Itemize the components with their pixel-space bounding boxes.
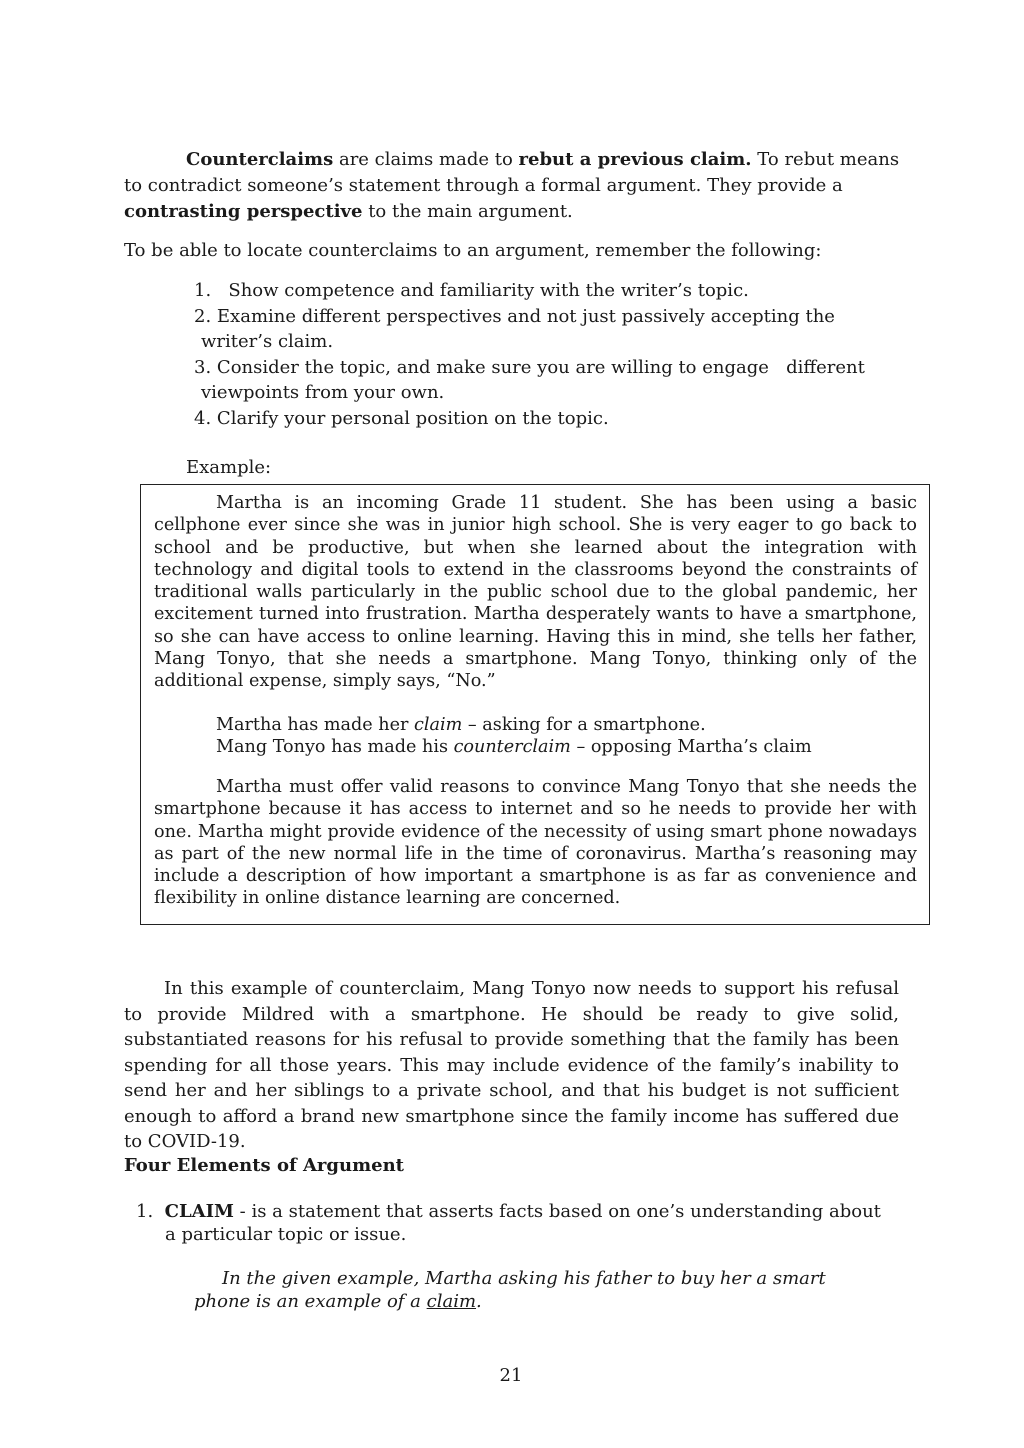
example-label: Example: <box>186 457 272 478</box>
claim-example: In the given example, Martha asking his father to buy her a smart phone is an example of a claim. <box>194 1268 826 1312</box>
example-box <box>140 484 930 925</box>
list-item-continuation: a particular topic or issue. <box>165 1224 407 1245</box>
phrase-contrasting-perspective: contrasting perspective <box>124 201 363 222</box>
list-item: 4. Clarify your personal position on the topic. <box>194 407 609 429</box>
element-claim <box>136 1200 896 1246</box>
example-reasoning: Martha must offer valid reasons to convince Mang Tonyo that she needs the smartphone because it has access to internet and so he needs to provide her with one. Martha might provide evidence of the necessity of using smart phone nowadays as part of the new normal life in the time of coronavirus. Martha’s reasoning may include a description of how important a smartphone is as far as convenience and flexibility in online distance learning are concerned. <box>154 777 917 909</box>
steps-list <box>194 278 894 431</box>
counterclaim-line: Mang Tonyo has made his counterclaim – opposing Martha’s claim <box>216 737 812 757</box>
counterclaims-definition: Counterclaims are claims made to rebut a previous claim. To rebut means to contradict someone’s statement through a formal argument. They provide a contrasting perspective to the main argument. <box>124 149 900 222</box>
section-heading: Four Elements of Argument <box>124 1155 404 1176</box>
list-item: 2. Examine different perspectives and not just passively accepting the <box>194 305 835 327</box>
term-counterclaims: Counterclaims <box>186 149 334 170</box>
counterclaim-explanation: In this example of counterclaim, Mang Tonyo now needs to support his refusal to provide Mildred with a smartphone. He should be ready to give solid, substantiated reasons for his refusal to provide something that the family has been spending for all those years. This may include evidence of the family’s inability to send her and her siblings to a private school, and that his budget is not sufficient enough to afford a brand new smartphone since the family income has suffered due to COVID-19. <box>124 978 899 1152</box>
phrase-rebut: rebut a previous claim. <box>518 149 752 170</box>
page-number: 21 <box>499 1365 523 1386</box>
term-claim: CLAIM <box>164 1201 234 1222</box>
list-item: 1. CLAIM - is a statement that asserts facts based on one’s understanding about <box>136 1201 881 1222</box>
list-item-continuation: viewpoints from your own. <box>201 382 445 403</box>
claim-line: Martha has made her claim – asking for a smartphone. <box>216 715 706 735</box>
list-item-continuation: writer’s claim. <box>201 331 334 352</box>
example-story: Martha is an incoming Grade 11 student. She has been using a basic cellphone ever since she was in junior high school. She is very eager to go back to school and be productive, but when she learned about the integration with technology and digital tools to extend in the classrooms beyond the constraints of traditional walls particularly in the public school due to the global pandemic, her excitement turned into frustration. Martha desperately wants to have a smartphone, so she can have access to online learning. Having this in mind, she tells her father, Mang Tonyo, that she needs a smartphone. Mang Tonyo, thinking only of the additional expense, simply says, “No.” <box>154 493 917 692</box>
list-item: 1. Show competence and familiarity with the writer’s topic. <box>194 280 749 301</box>
list-item: 3. Consider the topic, and make sure you are willing to engage different <box>194 356 865 378</box>
locate-instructions: To be able to locate counterclaims to an argument, remember the following: <box>124 240 822 261</box>
